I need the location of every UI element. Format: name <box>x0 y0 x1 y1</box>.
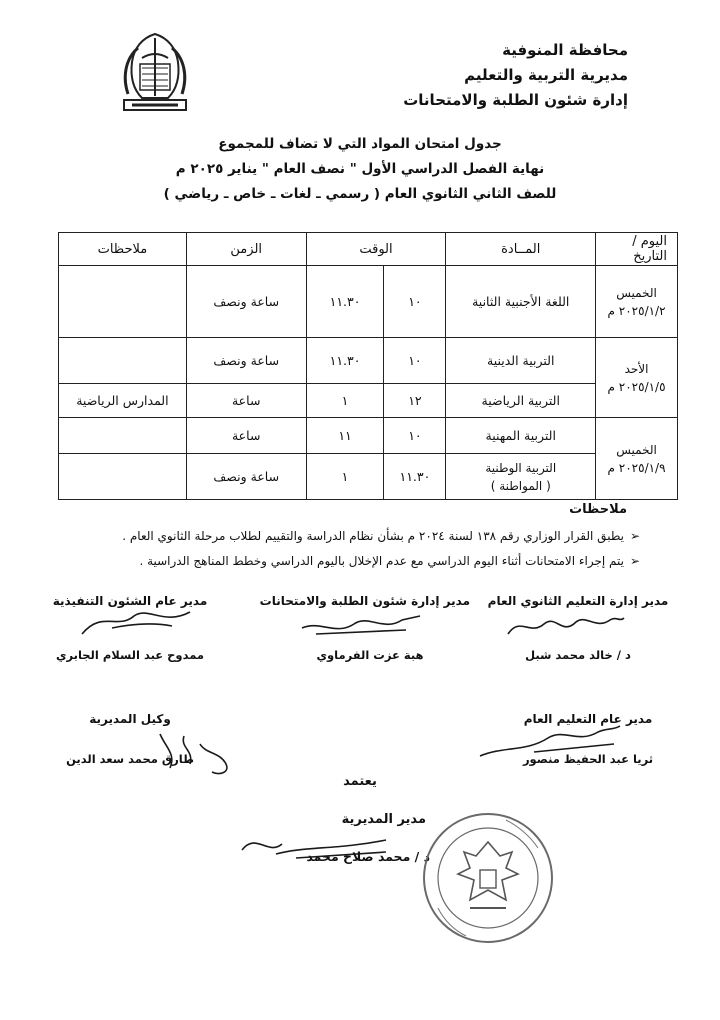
exam-date: ٢٠٢٥/١/٥ م <box>607 379 666 394</box>
issuer-header <box>328 38 628 113</box>
duration-cell: ساعة ونصف <box>186 266 306 338</box>
note-cell <box>59 338 187 384</box>
duration-cell: ساعة ونصف <box>186 338 306 384</box>
subject-subtitle: ( المواطنة ) <box>490 478 551 493</box>
handwritten-signature <box>500 606 630 646</box>
subject-cell: التربية الرياضية <box>446 384 596 418</box>
exam-date: ٢٠٢٥/١/٢ م <box>607 303 666 318</box>
governorate-logo <box>112 28 198 120</box>
start-time-cell: ١٠ <box>384 418 446 454</box>
handwritten-signature <box>72 604 202 640</box>
day-date-cell <box>596 338 678 418</box>
handwritten-signature <box>296 606 426 642</box>
header-time: الوقت <box>306 233 446 266</box>
subject-cell <box>446 454 596 500</box>
end-time-cell: ١١.٣٠ <box>306 266 384 338</box>
note-cell <box>59 418 187 454</box>
subject-cell: اللغة الأجنبية الثانية <box>446 266 596 338</box>
table-row <box>59 338 678 384</box>
table-row <box>59 418 678 454</box>
subject-name: التربية الوطنية <box>485 460 557 475</box>
note-text: يتم إجراء الامتحانات أثناء اليوم الدراسي مع عدم الإخلال باليوم الدراسي وخطط المناهج الدراسية . <box>139 554 624 568</box>
notes-list <box>40 524 640 574</box>
day-name: الأحد <box>624 361 649 376</box>
start-time-cell: ١١.٣٠ <box>384 454 446 500</box>
governorate-name: محافظة المنوفية <box>502 41 628 59</box>
day-date-cell <box>596 418 678 500</box>
duration-cell: ساعة <box>186 418 306 454</box>
handwritten-signature <box>236 826 396 866</box>
notes-title: ملاحظات <box>569 502 627 517</box>
signatory-title: مدير عام التعليم العام <box>523 712 653 726</box>
start-time-cell: ١٠ <box>384 338 446 384</box>
signatory-title: مدير إدارة التعليم الثانوي العام <box>487 594 669 608</box>
handwritten-signature <box>474 722 624 762</box>
signatory-name: د / خالد محمد شبل <box>525 648 631 662</box>
start-time-cell: ١٠ <box>384 266 446 338</box>
arrow-bullet-icon: ➢ <box>629 554 640 568</box>
header-subject: المــادة <box>446 233 596 266</box>
arrow-bullet-icon: ➢ <box>629 529 640 543</box>
note-text: يطبق القرار الوزاري رقم ١٣٨ لسنة ٢٠٢٤ م بشأن نظام الدراسة والتقييم لطلاب مرحلة الثانوي العام . <box>122 529 624 543</box>
department-name: إدارة شئون الطلبة والامتحانات <box>403 91 628 109</box>
directorate-name: مديرية التربية والتعليم <box>464 66 628 84</box>
note-cell <box>59 266 187 338</box>
approver-name: د / محمد صلاح محمد <box>306 849 430 864</box>
start-time-cell: ١٢ <box>384 384 446 418</box>
table-row <box>59 266 678 338</box>
end-time-cell: ١ <box>306 384 384 418</box>
table-row <box>59 384 678 418</box>
end-time-cell: ١١.٣٠ <box>306 338 384 384</box>
note-item <box>40 524 640 549</box>
day-name: الخميس <box>616 285 657 300</box>
subject-cell: التربية الدينية <box>446 338 596 384</box>
header-notes: ملاحظات <box>59 233 187 266</box>
exam-date: ٢٠٢٥/١/٩ م <box>607 460 666 475</box>
duration-cell: ساعة <box>186 384 306 418</box>
official-seal-stamp <box>418 808 558 948</box>
signatory-name: هبة عزت الفرماوي <box>316 648 424 662</box>
title-line-2: نهاية الفصل الدراسي الأول " نصف العام " يناير ٢٠٢٥ م <box>175 161 545 177</box>
note-cell <box>59 454 187 500</box>
document-title-block <box>0 132 720 207</box>
day-name: الخميس <box>616 442 657 457</box>
signatory-title: وكيل المديرية <box>89 712 171 726</box>
table-row <box>59 454 678 500</box>
signatory-name: ثريا عبد الحفيظ منصور <box>522 752 654 766</box>
end-time-cell: ١١ <box>306 418 384 454</box>
approval-label: يعتمد <box>343 774 377 789</box>
signatory-title: مدير عام الشئون التنفيذية <box>52 594 208 608</box>
day-date-cell <box>596 266 678 338</box>
signatory-title: مدير إدارة شئون الطلبة والامتحانات <box>259 594 470 608</box>
duration-cell: ساعة ونصف <box>186 454 306 500</box>
handwritten-signature <box>150 724 240 780</box>
exam-schedule-table <box>58 232 678 500</box>
title-line-3: للصف الثاني الثانوي العام ( رسمي ـ لغات ـ خاص ـ رياضي ) <box>163 186 557 202</box>
table-header-row <box>59 233 678 266</box>
note-item <box>40 549 640 574</box>
subject-cell: التربية المهنية <box>446 418 596 454</box>
approver-title: مدير المديرية <box>341 812 426 827</box>
note-cell: المدارس الرياضية <box>59 384 187 418</box>
title-line-1: جدول امتحان المواد التي لا تضاف للمجموع <box>218 136 502 152</box>
end-time-cell: ١ <box>306 454 384 500</box>
signatory-name: طارق محمد سعد الدين <box>66 752 194 766</box>
header-duration: الزمن <box>186 233 306 266</box>
signatory-name: ممدوح عبد السلام الجابري <box>55 648 205 662</box>
header-day-date: اليوم / التاريخ <box>596 233 678 266</box>
